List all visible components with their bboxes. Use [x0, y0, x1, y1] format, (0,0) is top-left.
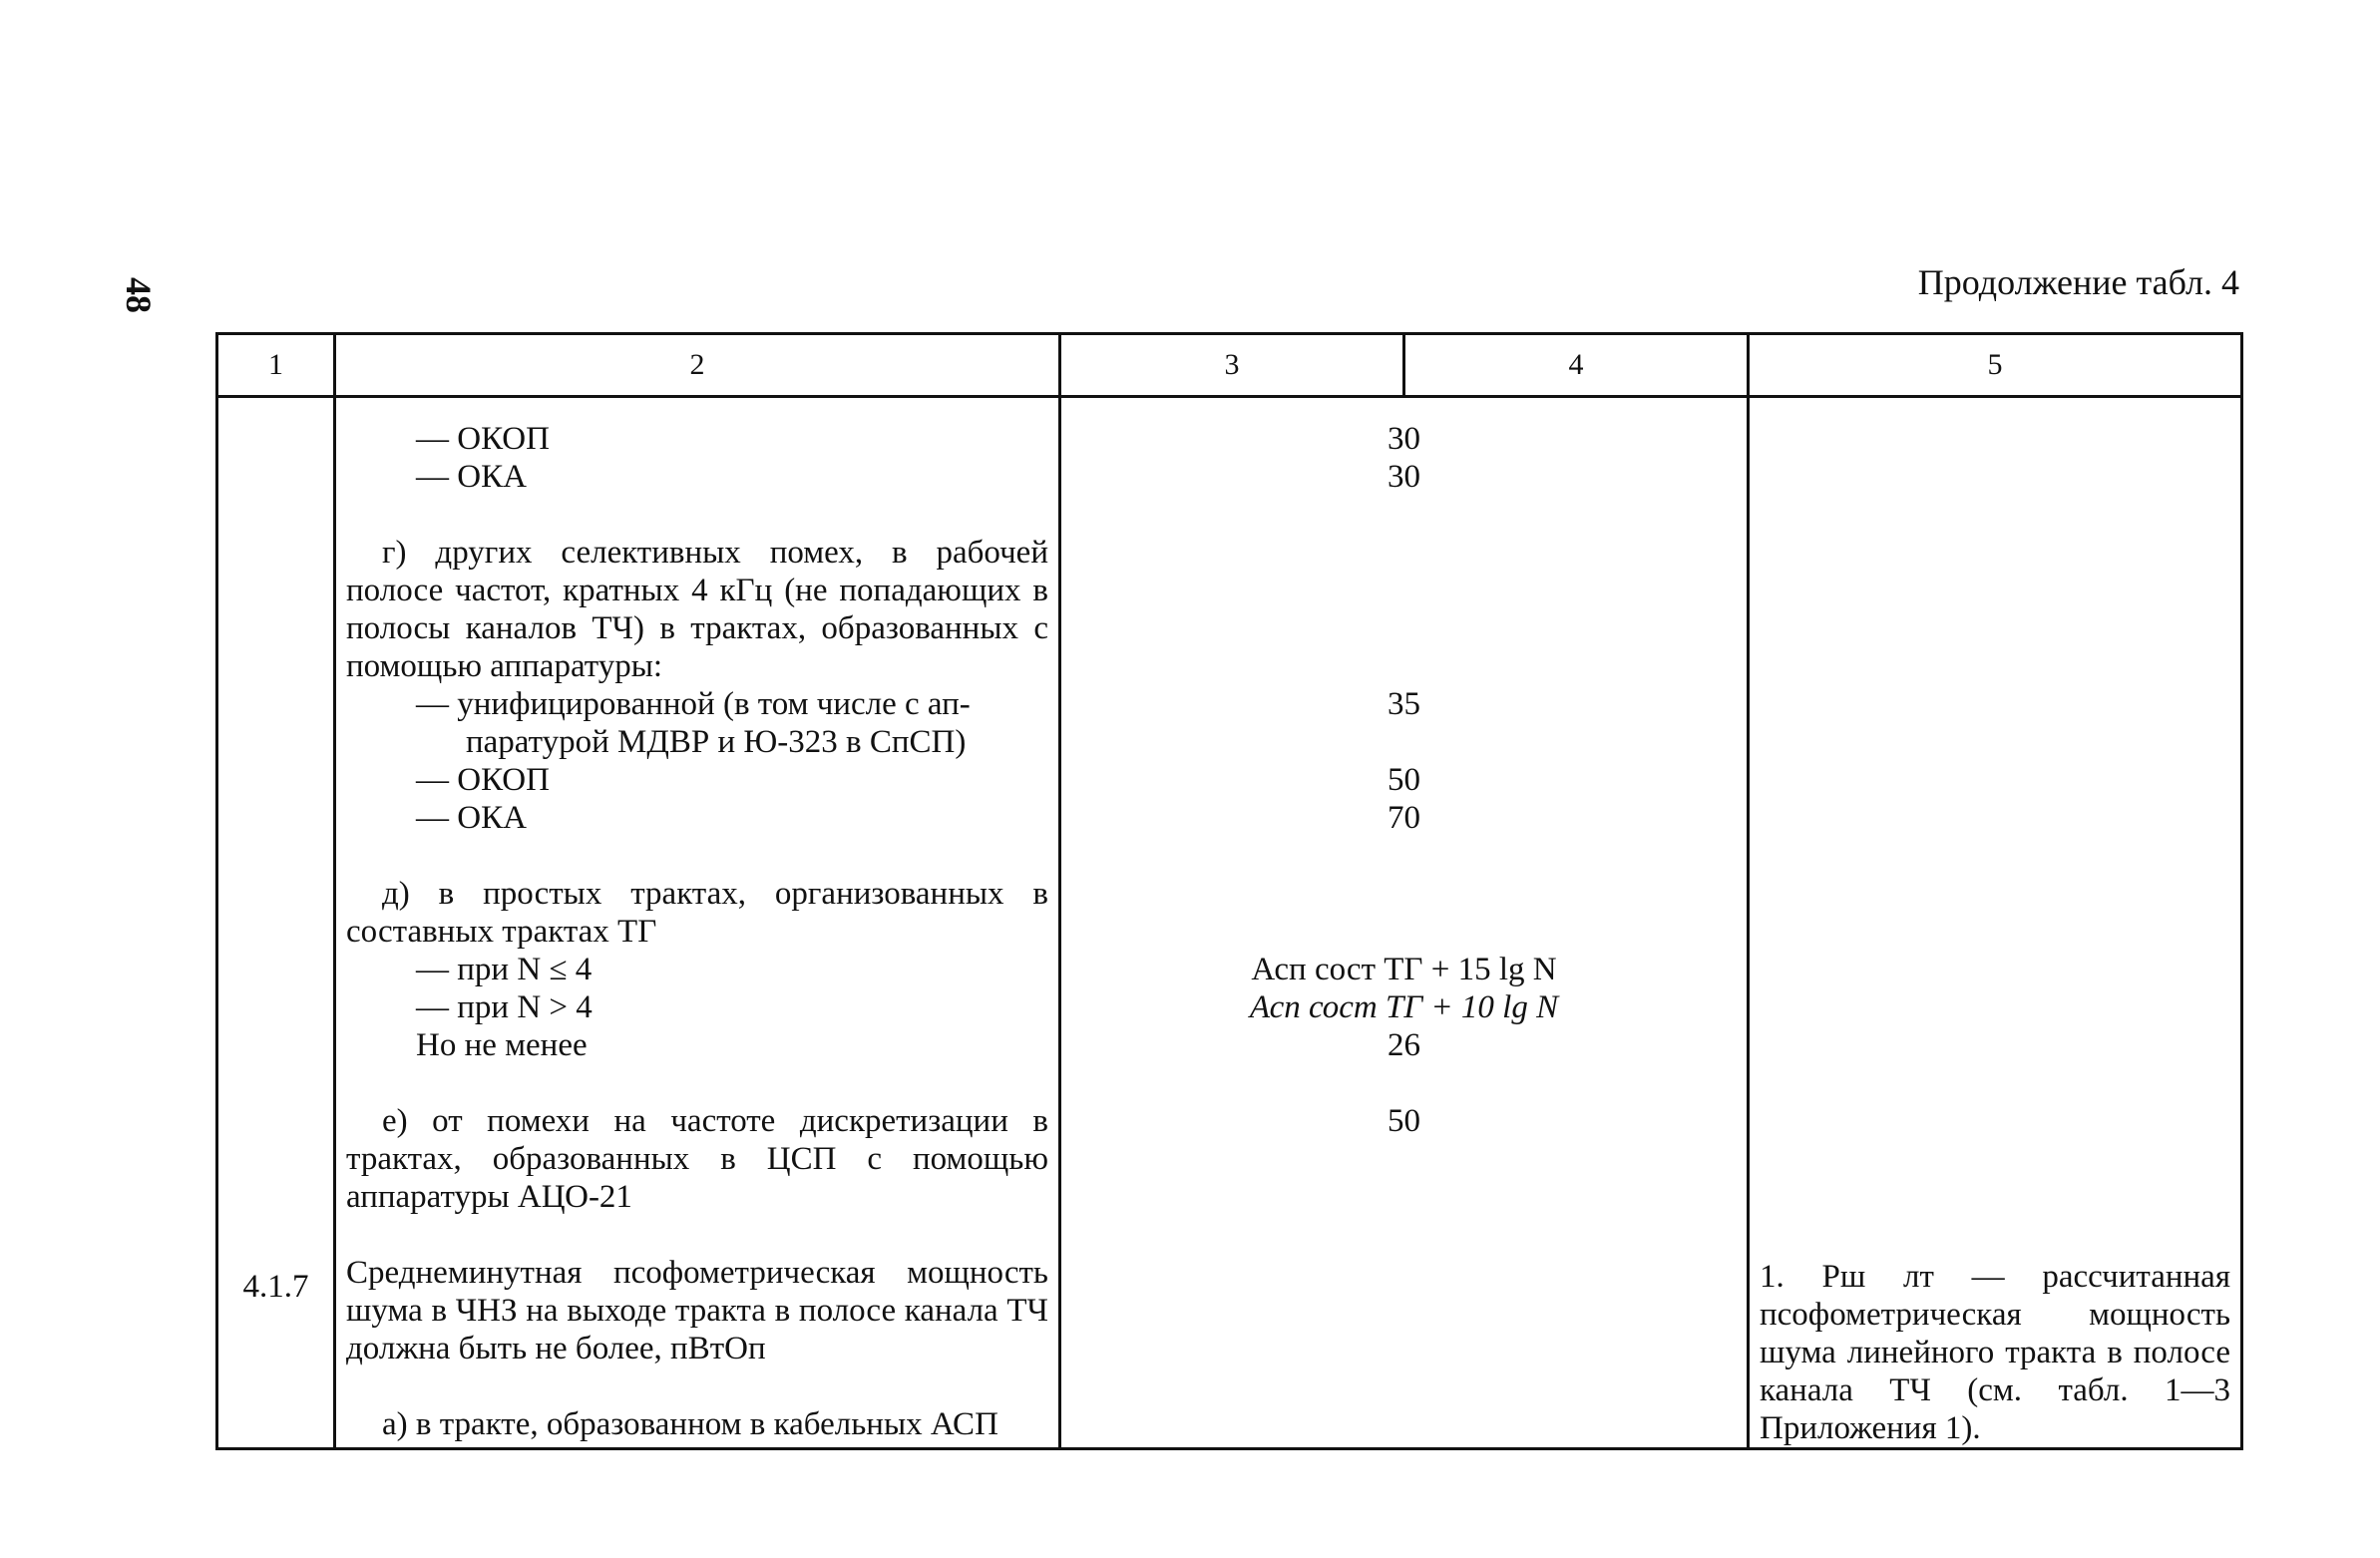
- formula-n-le-4: Асп сост ТГ + 15 lg N: [1251, 952, 1557, 987]
- column-header-2: 2: [335, 334, 1060, 397]
- column-1-cell: [217, 397, 335, 1449]
- oka-line-1: — ОКА: [416, 459, 527, 495]
- item-417-text: Среднеминутная псофометрическая мощность шума в ЧНЗ на выходе тракта в полосе канала ТЧ должна быть не более, пВтОп: [346, 1255, 1048, 1366]
- oka-line-2: — ОКА: [416, 800, 527, 836]
- column-3-4-cell: [1060, 397, 1749, 1449]
- column-header-4: 4: [1404, 334, 1749, 397]
- item-e-text: е) от помехи на частоте дискретизации в трактах, образованных в ЦСП с помощью аппаратуры АЦО-21: [346, 1103, 1048, 1215]
- item-d-text: д) в простых трактах, организованных в составных трактах ТГ: [346, 876, 1048, 950]
- header-row: [217, 334, 2242, 397]
- item-a-text: а) в тракте, образованном в кабельных АСП: [382, 1406, 998, 1442]
- item-g-text: г) других селективных помех, в рабочей полосе частот, кратных 4 кГц (не попадающих в полосы каналов ТЧ) в трактах, образованных с помощью аппаратуры:: [346, 535, 1048, 684]
- n-le-4-line: — при N ≤ 4: [416, 952, 593, 987]
- column-2-cell: [335, 397, 1060, 1449]
- okop-line-2: — ОКОП: [416, 762, 550, 798]
- page-number: 48: [119, 277, 159, 313]
- data-table: [215, 332, 2243, 1450]
- table-caption: Продолжение табл. 4: [1917, 262, 2239, 302]
- value-e: 50: [1388, 1103, 1420, 1139]
- column-header-3: 3: [1060, 334, 1404, 397]
- unified-line-1: — унифицированной (в том числе с ап-: [416, 686, 971, 722]
- value-unified: 35: [1388, 686, 1420, 722]
- n-gt-4-line: — при N > 4: [416, 989, 593, 1025]
- table-row: [217, 397, 2242, 1449]
- unified-line-2: паратурой МДВР и Ю-323 в СпСП): [466, 724, 967, 760]
- note-text: 1. Pш лт — рассчитанная псофометрическая мощность шума линейного тракта в полосе канала ТЧ (см. табл. 1—3 Приложения 1).: [1760, 1259, 2230, 1446]
- column-header-5: 5: [1749, 334, 2242, 397]
- column-header-1: 1: [217, 334, 335, 397]
- okop-line-1: — ОКОП: [416, 421, 550, 457]
- value-not-less: 26: [1388, 1027, 1420, 1063]
- value-oka-1: 30: [1388, 459, 1420, 495]
- not-less-line: Но не менее: [416, 1027, 588, 1063]
- item-number: 4.1.7: [242, 1269, 309, 1305]
- value-okop-1: 30: [1388, 421, 1420, 457]
- value-okop-2: 50: [1388, 762, 1420, 798]
- value-oka-2: 70: [1388, 800, 1420, 836]
- column-5-cell: [1749, 397, 2242, 1449]
- formula-n-gt-4: Асп сост ТГ + 10 lg N: [1249, 989, 1559, 1025]
